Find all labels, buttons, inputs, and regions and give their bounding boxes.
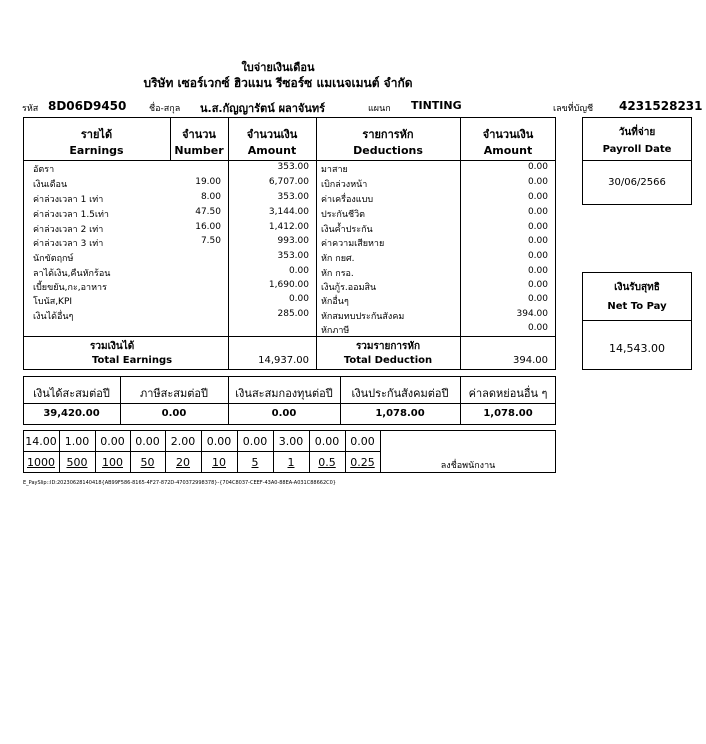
- earning-amount: 1,690.00: [268, 280, 309, 290]
- denomination-count: 0.00: [100, 435, 125, 448]
- denomination-note: 100: [102, 456, 123, 469]
- denomination-note: 0.25: [350, 456, 375, 469]
- deductions-header-th: รายการหัก: [362, 128, 414, 141]
- deduction-amount: 0.00: [527, 222, 548, 232]
- deduction-amount: 0.00: [527, 251, 548, 261]
- earning-label: ค่าล่วงเวลา 3 เท่า: [33, 239, 104, 249]
- deduction-label: ค่าเครื่องแบบ: [321, 195, 374, 205]
- deduction-amount: 0.00: [527, 294, 548, 304]
- deduction-label: ประกันชีวิต: [321, 210, 365, 220]
- ded-amount-header-en: Amount: [483, 144, 533, 157]
- earning-amount: 285.00: [277, 309, 309, 319]
- ytd-header: เงินประกันสังคมต่อปี: [351, 387, 449, 400]
- net-to-pay-label-en: Net To Pay: [607, 301, 667, 312]
- ytd-header: ภาษีสะสมต่อปี: [140, 387, 208, 400]
- ded-amount-header-th: จำนวนเงิน: [482, 128, 534, 141]
- earning-label: เงินเดือน: [33, 180, 68, 190]
- deduction-amount: 0.00: [527, 177, 548, 187]
- earning-label: โบนัส,KPI: [33, 297, 73, 307]
- employee-name-label: ชื่อ-สกุล: [149, 104, 181, 114]
- total-deduction-value: 394.00: [513, 355, 548, 366]
- earnings-header-th: รายได้: [80, 128, 113, 141]
- ytd-value: 1,078.00: [375, 408, 425, 419]
- net-to-pay-value: 14,543.00: [609, 342, 665, 355]
- earning-amount: 0.00: [288, 294, 309, 304]
- document-title: ใบจ่ายเงินเดือน: [241, 61, 315, 74]
- net-to-pay-label-th: เงินรับสุทธิ: [614, 282, 660, 293]
- deduction-label: หักอื่นๆ: [321, 297, 349, 307]
- deduction-label: เบิกล่วงหน้า: [321, 180, 368, 190]
- header-divider: [23, 160, 556, 161]
- employee-code: 8D06D9450: [48, 99, 127, 113]
- ytd-header: เงินสะสมกองทุนต่อปี: [235, 387, 333, 400]
- earning-number: 47.50: [195, 207, 221, 217]
- earning-label: ค่าล่วงเวลา 1 เท่า: [33, 195, 104, 205]
- number-header-en: Number: [174, 144, 224, 157]
- total-deduction-label-th: รวมรายการหัก: [355, 341, 421, 352]
- earning-label: อัตรา: [33, 165, 55, 175]
- total-earnings-label-th: รวมเงินได้: [90, 341, 135, 352]
- deduction-amount: 0.00: [527, 207, 548, 217]
- denomination-note: 10: [212, 456, 226, 469]
- deduction-label: มาสาย: [321, 165, 348, 175]
- denomination-count: 1.00: [64, 435, 90, 448]
- earning-amount: 6,707.00: [268, 177, 309, 187]
- denomination-note: 500: [66, 456, 88, 469]
- ytd-value: 0.00: [271, 408, 297, 419]
- deduction-amount: 394.00: [516, 309, 548, 319]
- denomination-count: 0.00: [135, 435, 160, 448]
- total-earnings-label-en: Total Earnings: [92, 355, 173, 366]
- payroll-date-label-en: Payroll Date: [602, 144, 672, 155]
- deduction-label: หัก กรอ.: [321, 269, 354, 279]
- earning-label: ค่าล่วงเวลา 1.5เท่า: [33, 210, 109, 220]
- earning-label: ลาได้เงิน,คืนหักร้อน: [33, 269, 111, 279]
- payslip-reference-id: E_PaySlip::ID:20230628140418{AB99F586-8165-4F27-872D-470372998378}-{704C8037-CEEF-43A0-88EA-A031C88662C0}: [23, 480, 336, 486]
- amount-header-th: จำนวนเงิน: [246, 128, 298, 141]
- earning-label: นักขัตฤกษ์: [33, 254, 74, 264]
- earning-label: ค่าล่วงเวลา 2 เท่า: [33, 225, 104, 235]
- denomination-note: 20: [176, 456, 190, 469]
- earning-amount: 353.00: [277, 162, 309, 172]
- denomination-count: 14.00: [25, 435, 57, 448]
- earnings-header-en: Earnings: [69, 144, 124, 157]
- denomination-count: 0.00: [242, 435, 268, 448]
- deduction-amount: 0.00: [527, 280, 548, 290]
- earning-label: เบี้ยขยัน,กะ,อาหาร: [33, 283, 107, 293]
- account-number-label: เลขที่บัญชี: [553, 104, 594, 114]
- denomination-count: 0.00: [314, 435, 340, 448]
- employee-name: น.ส.กัญญารัตน์ ผลาจันทร์: [200, 102, 326, 115]
- denomination-count: 2.00: [170, 435, 196, 448]
- ytd-value: 39,420.00: [43, 408, 100, 419]
- number-header-th: จำนวน: [182, 128, 216, 141]
- deduction-label: หักสมทบประกันสังคม: [321, 312, 405, 322]
- deduction-amount: 0.00: [527, 323, 548, 333]
- earning-amount: 353.00: [277, 251, 309, 261]
- earning-number: 8.00: [200, 192, 221, 202]
- ytd-value: 0.00: [161, 408, 187, 419]
- denomination-note: 1: [287, 456, 295, 469]
- ytd-header: ค่าลดหย่อนอื่น ๆ: [468, 387, 548, 400]
- totals-divider: [23, 336, 556, 337]
- deduction-label: หัก กยศ.: [321, 254, 355, 264]
- deduction-amount: 0.00: [527, 192, 548, 202]
- deduction-label: ค่าความเสียหาย: [321, 239, 385, 249]
- earning-number: 19.00: [195, 177, 221, 187]
- earning-amount: 1,412.00: [268, 222, 309, 232]
- earning-number: 16.00: [195, 222, 221, 232]
- denomination-count: 3.00: [278, 435, 304, 448]
- deduction-amount: 0.00: [527, 266, 548, 276]
- employee-signature-label: ลงชื่อพนักงาน: [440, 461, 496, 471]
- department-label: แผนก: [368, 104, 391, 114]
- company-name: บริษัท เซอร์เวกซ์ ฮิวแมน รีซอร์ซ แมเนจเมนต์ จำกัด: [143, 76, 413, 90]
- account-number: 4231528231: [619, 99, 703, 113]
- deduction-amount: 0.00: [527, 162, 548, 172]
- total-earnings-value: 14,937.00: [258, 355, 309, 366]
- payroll-date-label-th: วันที่จ่าย: [618, 127, 656, 138]
- earning-amount: 3,144.00: [268, 207, 309, 217]
- deductions-header-en: Deductions: [353, 144, 423, 157]
- deduction-label: หักภาษี: [321, 326, 350, 336]
- denomination-count: 0.00: [350, 435, 375, 448]
- denomination-note: 0.5: [318, 456, 336, 469]
- denomination-note: 1000: [27, 456, 55, 469]
- earning-amount: 353.00: [277, 192, 309, 202]
- earning-amount: 993.00: [277, 236, 309, 246]
- amount-header-en: Amount: [247, 144, 297, 157]
- deduction-label: เงินค้ำประกัน: [321, 225, 373, 235]
- deduction-amount: 0.00: [527, 236, 548, 246]
- total-deduction-label-en: Total Deduction: [343, 355, 433, 366]
- deduction-label: เงินกู้ร.ออมสิน: [321, 283, 377, 293]
- ytd-header: เงินได้สะสมต่อปี: [33, 387, 110, 400]
- denomination-note: 50: [140, 456, 155, 469]
- earning-number: 7.50: [200, 236, 221, 246]
- denomination-count: 0.00: [206, 435, 232, 448]
- employee-code-label: รหัส: [22, 104, 39, 114]
- ytd-value: 1,078.00: [483, 408, 533, 419]
- earning-amount: 0.00: [288, 266, 309, 276]
- payroll-date-value: 30/06/2566: [608, 177, 666, 188]
- department: TINTING: [411, 99, 462, 112]
- earning-label: เงินได้อื่นๆ: [33, 312, 74, 322]
- denomination-note: 5: [251, 456, 259, 469]
